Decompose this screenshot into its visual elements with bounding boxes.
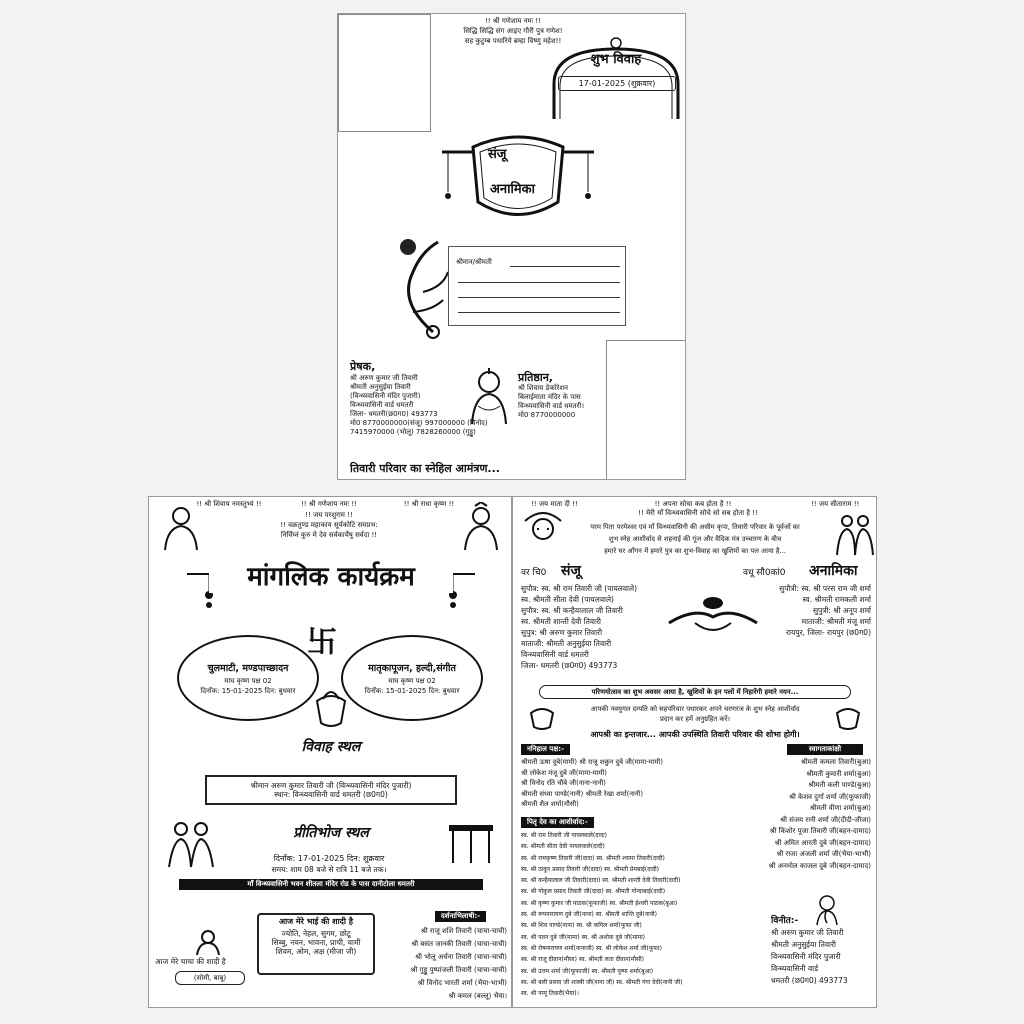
darshan-item: श्री भोलू अर्चना तिवारी (चाचा-चाची) <box>415 953 507 961</box>
occasion-text: परिणयोत्सव का शुभ अवसर आया है, खुशियों के इन पलों में निहारेंगी हमारे नयन... <box>591 688 799 696</box>
pitr-item: स्व. श्री बली प्रसाद जी शास्त्री जी(नाना जी) स्व. श्रीमती गंगा देवी(नानी जी) <box>521 978 683 986</box>
occasion-pill <box>539 685 851 699</box>
shubh-vivah: शुभ विवाह <box>590 52 642 67</box>
left-top-line-4: !! जय परशुराम !! <box>305 511 353 519</box>
kids-heading: आज मेरे भाई की शादी है <box>278 917 353 926</box>
child-icon <box>193 929 223 955</box>
swagat-item: श्रीमती कुमारी शर्मा(बुआ) <box>806 769 871 778</box>
nanihal-item: श्रीमती ऊषा दुबे(मामी) श्री राजू शकुन दुबे जी(मामा-मामी) <box>521 758 663 766</box>
durga-icon <box>521 511 565 551</box>
groom-prefix: वर चि0 <box>521 568 547 578</box>
bride-line: सुपौत्री: स्व. श्री परस राम जी शर्मा <box>779 584 871 593</box>
left-top-line-1: !! श्री शिवाय नमस्तुभ्यं !! <box>196 500 262 508</box>
invite-line-1: आपकी नवयुगल दम्पति को सहपरिवार पधारकर अपने चरणरज के शुभ स्नेह आशीर्वाद <box>590 705 800 713</box>
darshan-item: श्री विनोद भारती शर्मा (भैया-भाभी) <box>417 979 507 987</box>
pitr-item: स्व. श्री राम तिवारी जी पायलवाले(दादा) <box>521 832 608 839</box>
chacha-heading: आज मेरे चाचा की शादी है <box>155 957 226 966</box>
feast-time: समय: शाम 08 बजे से रात्रि 11 बजे तक। <box>271 865 387 874</box>
groom-line: सुपौत्र: स्व. श्री राम तिवारी जी (पायलवाले) <box>521 584 637 593</box>
sender-line: श्री अरुण कुमार जी तिवारी <box>350 374 418 382</box>
darshan-list <box>385 925 507 1003</box>
darshan-heading: दर्शनाभिलाषी:- <box>435 911 486 922</box>
mangalik-card <box>148 496 512 1008</box>
bride-family <box>759 583 871 638</box>
pitr-item: स्व. श्री शिव पाण्डे(नाना) स्व. श्री कपिल शर्मा(फूफा जी) <box>521 922 642 930</box>
shiva-icon <box>466 366 512 426</box>
mangalik-title: मांगलिक कार्यक्रम <box>209 557 453 593</box>
pitr-item: स्व. श्री पप्पू तिवारी(भैया)। <box>521 990 579 998</box>
right-intro-3: हमारे घर आँगन में हमारे पुत्र का शुभ-विवाह का खुशियों का पल आया है... <box>604 547 786 555</box>
blessing-3: सह कुटुम्ब पधारिये ब्रम्हा विष्णु महेश!! <box>464 37 562 45</box>
event2-date: दिनाँक: 15-01-2025 दिन: बुधवार <box>364 687 460 695</box>
mandap-icon <box>445 821 497 865</box>
envelope-card <box>337 13 686 480</box>
nanihal-heading: ननिहाल पक्ष:- <box>521 744 570 755</box>
blessing-1: !! श्री गणेशाय नमः !! <box>484 17 541 25</box>
venue-line-1: श्रीमान अरुण कुमार तिवारी जी (विन्ध्यवासिनी मंदिर पुजारी) <box>250 781 412 790</box>
address-label: श्रीमान/श्रीमती <box>456 258 492 266</box>
pitr-item: स्व. श्री ठाकुर प्रसाद तिवारी जी(दादा) स्व. श्रीमती प्रेमबाई(दादी) <box>521 865 660 873</box>
nanihal-list <box>521 757 663 810</box>
swagat-list <box>731 757 871 872</box>
right-intro-1: परम पिता परमेश्वर एवं माँ विन्ध्यवासिनी की असीम कृपा, तिवारी परिवार के पूर्वजों का <box>590 523 800 531</box>
pitr-heading: पितृ देव का आशीर्वाद:- <box>521 817 594 828</box>
sender-line: मो0 8770000000(संजू) 997000000 (विनोद) <box>350 419 488 427</box>
right-top-line-3: !! जय सीताराम !! <box>811 500 860 508</box>
darshan-item: श्री बसंत जानकी तिवारी (चाचा-चाची) <box>411 940 507 948</box>
sender-line: विन्ध्यवासिनी वार्ड धमतरी <box>350 401 414 409</box>
kids-box <box>257 913 375 975</box>
event1-title: चुलमाटी, मण्डपाच्छादन <box>207 663 289 674</box>
swagat-item: श्री राजा अंजली शर्मा जी(भैया-भाभी) <box>776 850 871 858</box>
feast-place: माँ विन्ध्यवासिनी भवन शीतला मंदिर रोड के पास दानीटोला धमतरी <box>179 879 483 890</box>
groom-line: सुपौत्र: स्व. श्री कन्हैयालाल जी तिवारी <box>521 606 623 615</box>
kids-line-1: ज्योति, नेहल, सुगम, छोटू <box>281 929 351 938</box>
swagat-item: श्री अनमोल काजल दुबे जी(बहन-दामाद) <box>768 861 871 870</box>
groom-name: संजू <box>488 147 507 162</box>
chacha-names-box <box>175 971 245 985</box>
groom-line: जिला- धमतरी (छ0ग0) 493773 <box>521 661 618 670</box>
vinit-line: श्रीमती अनुसुईया तिवारी <box>771 940 837 949</box>
vinit-line: श्री अरुण कुमार जी तिवारी <box>771 928 844 937</box>
sender-line: 7415970000 (भोलू) 7828260000 (गुड्डू) <box>350 428 476 436</box>
feast-date: दिनाँक: 17-01-2025 दिन: शुक्रवार <box>273 854 385 863</box>
pitr-item: स्व. श्री गोकुल प्रसाद तिवारी जी(दादा) स्व. श्रीमती गोन्दाबाई(दादी) <box>521 888 666 896</box>
establishment-block <box>518 384 584 420</box>
ganesha-icon <box>813 893 841 927</box>
venue-line-2: स्थान: विन्ध्यवासिनी वार्ड धमतरी (छ0ग0) <box>274 790 388 799</box>
swagat-item: श्री किशोर पूजा तिवारी जी(बहन-दामाद) <box>769 827 871 835</box>
groom-line: विन्ध्यवासिनी वार्ड धमतरी <box>521 650 589 659</box>
event2-paksha: माघ कृष्ण पक्ष 02 <box>388 677 436 685</box>
pitr-item: स्व. श्री रामकृष्ण तिवारी जी(दादा) स्व. श्रीमती श्यामा तिवारी(दादी) <box>521 854 665 862</box>
kids-line-2: सिब्बु, नयन, भावना, प्राची, यामी <box>271 938 361 947</box>
swagat-item: श्री केशव दुर्गा शर्मा जी(फूफाजी) <box>788 792 871 801</box>
floral-icon <box>393 232 453 340</box>
swagat-item: श्री अमित आरती दुबे जी(बहन-दामाद) <box>774 838 871 847</box>
kids-line-3: शिवम, ओम, अक्ष (मीजा जी) <box>275 947 357 956</box>
pitr-item: स्व. श्री राजू दीवान(मौसा) स्व. श्रीमती लता दीवान(मौसी) <box>521 956 644 964</box>
address-line-4 <box>458 312 620 313</box>
swagat-item: श्रीमती कमला तिवारी(बुआ) <box>800 758 871 766</box>
vinit-line: विन्ध्यवासिनी वार्ड <box>771 964 819 973</box>
swagat-heading: स्वागताकांक्षी <box>787 744 863 755</box>
swastik-icon: 卐 <box>307 625 337 660</box>
vinit-line: धमतरी (छ0ग0) 493773 <box>771 976 848 985</box>
pitr-item: स्व. श्री उत्तम शर्मा जी(फूफाजी) स्व. श्रीमती पुष्पा शर्मा(बुआ) <box>521 967 654 975</box>
date-box <box>558 76 676 91</box>
pitr-item: स्व. श्री पवन दुबे जी(मामा) स्व. श्री अशोक दुबे जी(मामा) <box>521 933 645 941</box>
venue-box <box>205 775 457 805</box>
address-line-3 <box>458 297 620 298</box>
flap-right <box>606 340 686 480</box>
sender-line: (विन्ध्यवासिनी मंदिर पुजारी) <box>350 392 421 400</box>
bride-prefix: वधू सौ0कां0 <box>743 568 786 578</box>
invite-line-2: प्रदान कर हमें अनुग्रहित करें। <box>660 715 730 723</box>
darshan-item: श्री गुड्डू पुष्पांजली तिवारी (चाचा-चाची) <box>410 966 507 974</box>
groom-line: स्व. श्रीमती सीता देवी (पायलवाले) <box>521 595 614 604</box>
feast-heading: प्रीतिभोज स्थल <box>293 825 369 841</box>
vinit-heading: विनीत:- <box>771 916 799 926</box>
kalash-left-icon <box>527 703 557 731</box>
invite-text: तिवारी परिवार का स्नेहिल आमंत्रण... <box>350 462 500 475</box>
nanihal-item: श्री लोकेश मंजू दुबे जी(मामा-मामी) <box>521 768 607 777</box>
establishment-line: श्री शिवाय डेकोरेशन <box>518 384 568 392</box>
establishment-heading: प्रतिष्ठान, <box>518 371 553 384</box>
left-top-line-5: !! वक्रतुण्ड महाकाय सूर्यकोटि समप्रभ: <box>280 521 378 529</box>
bride-name: अनामिका <box>490 182 536 197</box>
nanihal-item: श्रीमती संध्या पाण्डे(नानी) श्रीमती रेखा शर्मा(नानी) <box>521 789 643 798</box>
darshan-item: श्री राजू शशि तिवारी (चाचा-चाची) <box>420 927 507 935</box>
darshan-item: श्री कमल (बल्लू) भैया। <box>448 992 507 1000</box>
nanihal-item: श्रीमती शैल शर्मा(मौसी) <box>521 800 579 808</box>
nanihal-item: श्री विनोद रति चौबे जी(नाना-नानी) <box>521 779 606 787</box>
address-box <box>448 246 626 326</box>
right-top-line-4: !! मेरी माँ विन्ध्यवासिनी सोचे सो सब होता है !! <box>638 509 758 517</box>
wedding-date: 17-01-2025 (शुक्रवार) <box>578 79 656 88</box>
right-groom-name: संजू <box>561 563 581 579</box>
pitr-item: स्व. श्री कन्हैयालाल जी तिवारी(दादा) स्व. श्रीमती शान्ती देवी तिवारी(दादी) <box>521 877 681 885</box>
right-top-line-1: !! जय माता दी !! <box>531 500 578 508</box>
kalash-right-icon <box>833 703 863 731</box>
right-bride-name: अनामिका <box>809 563 858 579</box>
groom-family <box>521 583 637 671</box>
sender-line: जिला- धमतरी(छ0ग0) 493773 <box>350 410 438 418</box>
invitation-card <box>512 496 877 1008</box>
bride-line: रायपुर, जिला- रायपुर (छ0ग0) <box>785 628 871 637</box>
vinit-line: विन्ध्यवासिनी मंदिर पुजारी <box>771 952 841 961</box>
swagat-item: श्रीमती वीणा शर्मा(बुआ) <box>809 804 871 812</box>
pitr-item: स्व. श्री रूपनारायण दुबे जी(नाना) स्व. श्रीमती शान्ति दुबे(नानी) <box>521 911 657 919</box>
pitr-item: स्व. श्री कृष्ण कुमार जी पाठक(फूफाजी) स्व. श्रीमती ईश्वरी पाठक(बुआ) <box>521 899 678 907</box>
sender-line: श्रीमती अनुसुईया तिवारी <box>350 383 411 391</box>
sender-heading: प्रेषक, <box>350 360 376 373</box>
bride-line: सुपुत्री: श्री अनूप शर्मा <box>812 606 871 615</box>
pitr-list <box>521 830 683 999</box>
flap-left <box>338 14 431 132</box>
event1-paksha: माघ कृष्ण पक्ष 02 <box>224 677 272 685</box>
deity-right-icon <box>461 502 501 552</box>
blessing-2: सिद्धि सिद्धि संग आइए गौरी पुत्र गणेश! <box>463 27 563 35</box>
wait-line: आपश्री का इन्तजार... आपकी उपस्थिति तिवारी परिवार की शोभा होगी। <box>590 730 800 739</box>
left-top-line-3: !! श्री राधा कृष्ण !! <box>403 500 455 508</box>
deity-left-icon <box>161 502 201 552</box>
right-intro-2: शुभ स्नेह आशीर्वाद से शहनाई की गूंज और वैदिक मंत्र उच्चारण के बीच <box>608 535 782 543</box>
swagat-item: श्री संजय रानी शर्मा जी(दीदी-जीजा) <box>780 815 871 824</box>
vinit-list <box>771 927 848 987</box>
ram-sita-icon <box>833 511 875 557</box>
couple-icon <box>163 815 219 871</box>
left-top-line-6: निर्विघ्नं कुरु मे देव सर्वकार्येषु सर्वदा !! <box>280 531 378 539</box>
event1-date: दिनाँक: 15-01-2025 दिन: बुधवार <box>200 687 296 695</box>
pitr-item: स्व. श्रीमती सीता देवी पायलवाले(दादी) <box>521 843 605 851</box>
establishment-line: विन्ध्यवासिनी वार्ड धमतरी। <box>518 402 584 410</box>
venue-heading: विवाह स्थल <box>301 739 361 755</box>
bride-line: स्व. श्रीमती रामकली शर्मा <box>802 595 871 604</box>
right-top-line-2: !! अपना सोचा कब होता है !! <box>654 500 732 508</box>
swagat-item: श्रीमती कली पाण्डे(बुआ) <box>808 781 871 789</box>
groom-line: सुपुत्र: श्री अरुण कुमार तिवारी <box>521 628 603 637</box>
establishment-line: बिलाईमाता मंदिर के पास <box>518 393 581 401</box>
left-top-line-2: !! श्री गणेशाय नमः !! <box>300 500 357 508</box>
pitr-item: स्व. श्री रोषनारायण शर्मा(नानाजी) स्व. श्री लोकेश शर्मा जी(फूफा) <box>521 944 662 952</box>
event2-title: मातृकापूजन, हल्दी,संगीत <box>368 663 456 674</box>
chacha-names: (सोमी, बाबू) <box>193 974 227 982</box>
bride-line: माताजी: श्रीमती मंजू शर्मा <box>801 617 871 626</box>
groom-line: स्व. श्रीमती शान्ती देवी तिवारी <box>521 617 601 626</box>
groom-line: माताजी: श्रीमती अनुसुईया तिवारी <box>521 639 612 648</box>
address-line-1 <box>510 266 620 267</box>
address-line-2 <box>458 282 620 283</box>
joined-hands-icon <box>665 593 761 643</box>
establishment-line: मो0 8770000000 <box>518 411 576 419</box>
